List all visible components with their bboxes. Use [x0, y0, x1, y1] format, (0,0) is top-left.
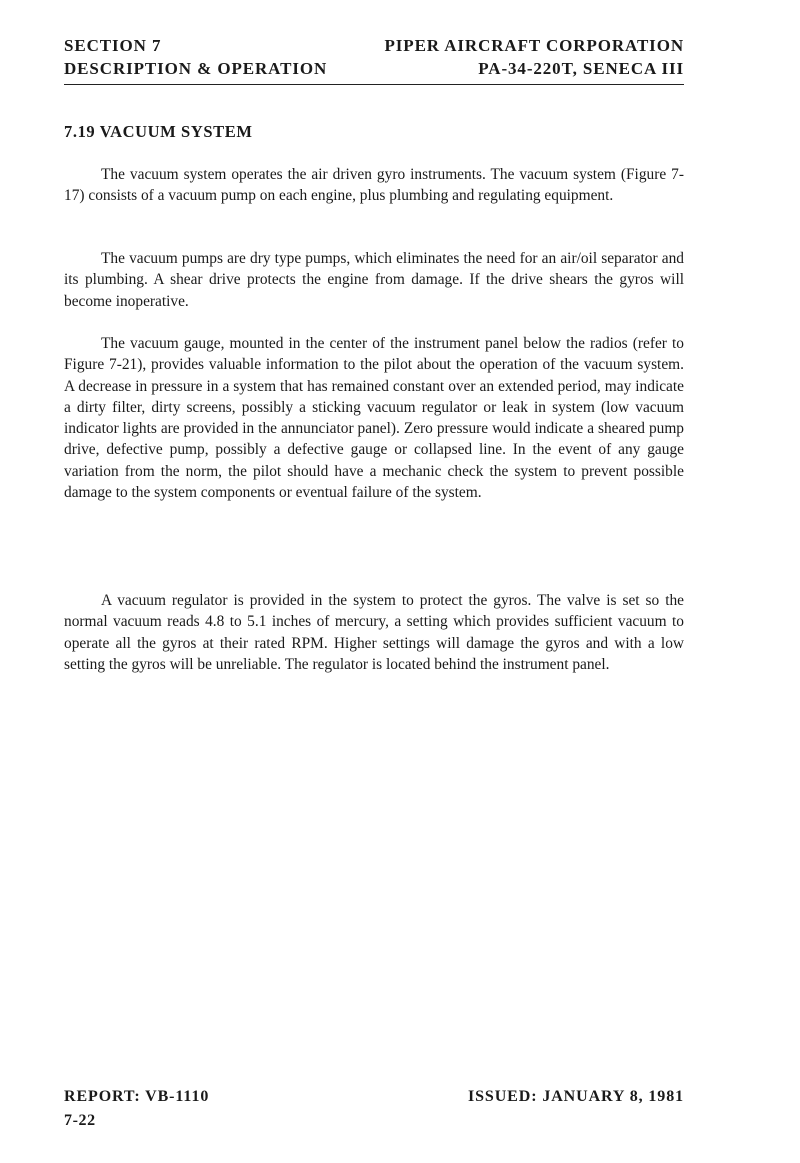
- footer-issued: ISSUED: JANUARY 8, 1981: [467, 1088, 684, 1105]
- paragraph-pumps: The vacuum pumps are dry type pumps, which eliminates the need for an air/oil separator and its plumbing. A shear drive protects the engine from damage. If the drive shears the gyros will become inoperative.: [64, 250, 684, 310]
- paragraph-gauge: The vacuum gauge, mounted in the center of the instrument panel below the radios (refer to Figure 7-21), provides valuable information to the pilot about the operation of the vacuum system. A decrease in pressure in a system that has remained constant over an extended period, may indicate a dirty filter, dirty screens, possibly a sticking vacuum regulator or leak in system (low vacuum indicator lights are provided in the annunciator panel). Zero pressure would indicate a sheared pump drive, defective pump, possibly a defective gauge or collapsed line. In the event of any gauge variation from the norm, the pilot should have a mechanic check the system to prevent possible damage to the system components or eventual failure of the system.: [64, 335, 684, 502]
- paragraph-intro: The vacuum system operates the air driven gyro instruments. The vacuum system (Figure 7-17) consists of a vacuum pump on each engine, plus plumbing and regulating equipment.: [64, 166, 684, 205]
- page-number: 7-22: [64, 1112, 96, 1129]
- paragraph-regulator: A vacuum regulator is provided in the system to protect the gyros. The valve is set so the normal vacuum reads 4.8 to 5.1 inches of mercury, a setting which provides sufficient vacuum to operate all the gyros at their rated RPM. Higher settings will damage the gyros and with a low setting the gyros will be unreliable. The regulator is located behind the instrument panel.: [64, 592, 684, 673]
- header-row-bottom: [64, 59, 684, 79]
- header-divider: [64, 84, 684, 85]
- header-model: PA-34-220T, SENECA III: [478, 59, 684, 78]
- section-title: 7.19 VACUUM SYSTEM: [64, 122, 253, 141]
- header-subtitle: DESCRIPTION & OPERATION: [64, 59, 328, 78]
- header-company: PIPER AIRCRAFT CORPORATION: [384, 36, 684, 55]
- header-row-top: [64, 36, 684, 56]
- footer-report: REPORT: VB-1110: [64, 1088, 210, 1105]
- header-section: SECTION 7: [64, 36, 162, 55]
